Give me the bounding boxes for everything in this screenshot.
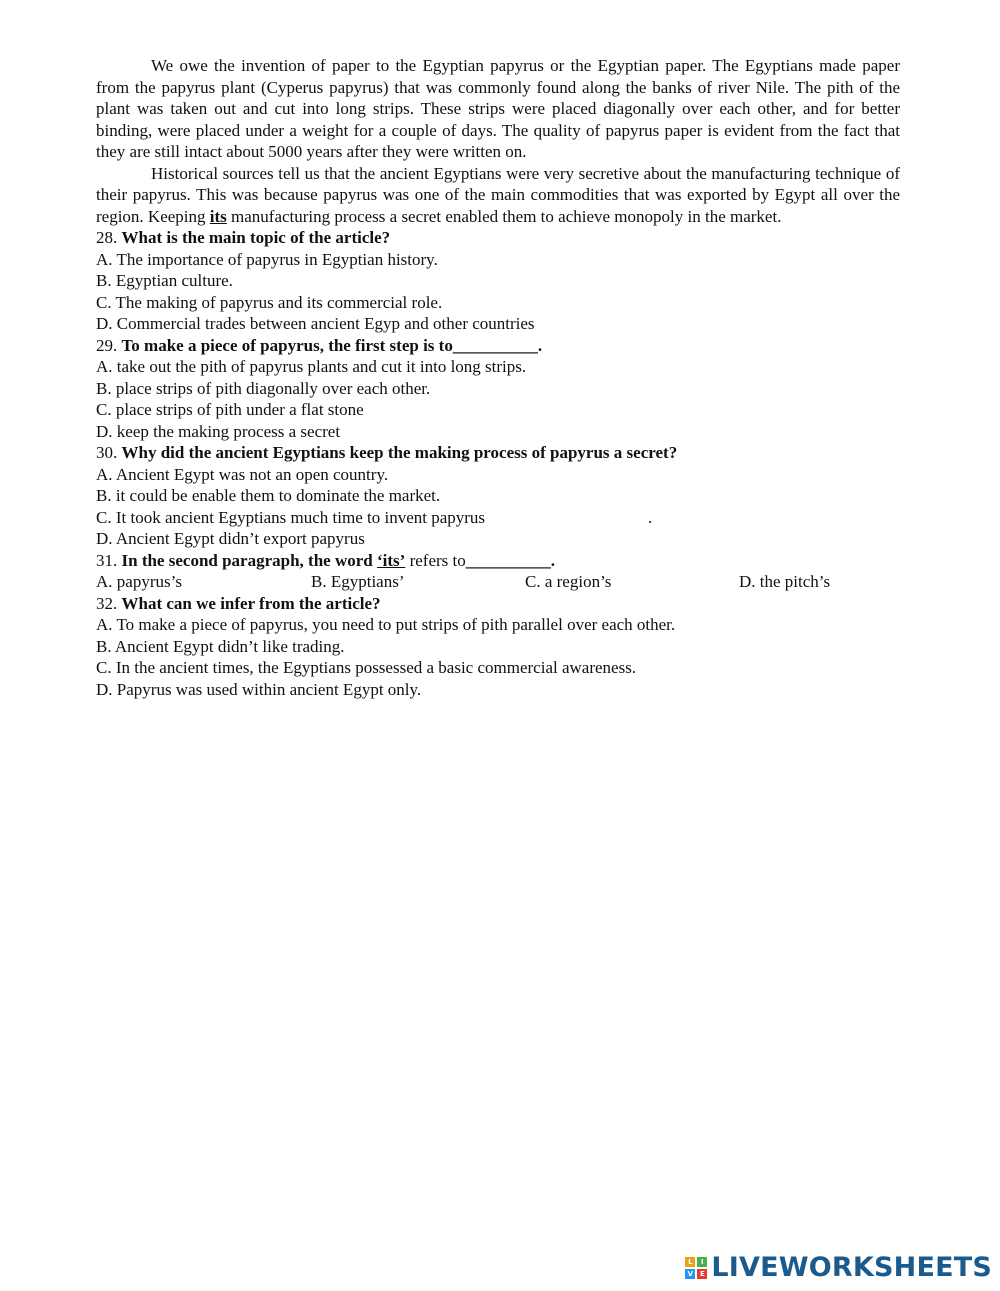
- logo-letter-v: V: [685, 1269, 695, 1279]
- passage-paragraph-2: [96, 163, 900, 228]
- q31-option-a[interactable]: A. papyrus’s: [96, 572, 182, 591]
- q30-option-c[interactable]: [96, 507, 900, 529]
- question-text: To make a piece of papyrus, the first step is to__________.: [121, 335, 543, 355]
- liveworksheets-footer: [685, 1252, 992, 1283]
- question-30: [96, 442, 900, 464]
- q29-option-b[interactable]: B. place strips of pith diagonally over each other.: [96, 378, 431, 398]
- q30-option-b[interactable]: B. it could be enable them to dominate the market.: [96, 486, 441, 505]
- worksheet-page: [96, 55, 900, 700]
- q32-option-d[interactable]: D. Papyrus was used within ancient Egypt only.: [96, 679, 422, 699]
- q32-option-c[interactable]: C. In the ancient times, the Egyptians possessed a basic commercial awareness.: [96, 658, 637, 677]
- q28-option-d[interactable]: D. Commercial trades between ancient Egyp and other countries: [96, 314, 535, 333]
- question-number: 32.: [96, 593, 122, 613]
- question-text: What can we infer from the article?: [121, 593, 381, 613]
- question-text: What is the main topic of the article?: [121, 228, 391, 247]
- passage-paragraph-1: We owe the invention of paper to the Egyptian papyrus or the Egyptian paper. The Egyptians made paper from the papyrus plant (Cyperus papyrus) that was commonly found along the banks of river Nile. The pith of the plant was taken out and cut into long strips. These strips were placed diagonally over each other, and for better binding, were placed under a weight for a couple of days. The quality of papyrus paper is evident from the fact that they are still intact about 5000 years after they were written on.: [96, 56, 900, 161]
- p2-text-after: manufacturing process a secret enabled them to achieve monopoly in the market.: [226, 206, 782, 226]
- brand-name: LIVEWORKSHEETS: [711, 1252, 992, 1283]
- liveworksheets-logo-icon: [685, 1257, 707, 1279]
- question-29: [96, 335, 900, 357]
- logo-letter-e: E: [697, 1269, 707, 1279]
- q30-option-d[interactable]: D. Ancient Egypt didn’t export papyrus: [96, 529, 365, 548]
- quoted-word-its: ‘its’: [377, 550, 406, 570]
- q29-option-a[interactable]: A. take out the pith of papyrus plants and cut it into long strips.: [96, 357, 527, 376]
- logo-letter-i: I: [697, 1257, 707, 1267]
- question-number: 30.: [96, 443, 122, 462]
- q32-option-a[interactable]: A. To make a piece of papyrus, you need to put strips of pith parallel over each other.: [96, 615, 676, 634]
- q31-options-row: [96, 571, 900, 593]
- question-28: [96, 227, 900, 249]
- q28-option-b[interactable]: B. Egyptian culture.: [96, 271, 233, 290]
- q32-option-b[interactable]: B. Ancient Egypt didn’t like trading.: [96, 636, 345, 656]
- p2-text-before: Historical sources tell us that the ancient Egyptians were very secretive about the manufacturing technique of their papyrus. This was because papyrus was one of the main commodities that was exported by Egypt all over the region. Keeping: [96, 163, 900, 226]
- question-31: [96, 550, 900, 572]
- q31-option-b[interactable]: B. Egyptians’: [311, 572, 405, 591]
- question-number: 29.: [96, 335, 122, 355]
- option-text: C. It took ancient Egyptians much time to invent papyrus: [96, 507, 486, 527]
- stray-dot: .: [648, 507, 653, 527]
- logo-letter-l: L: [685, 1257, 695, 1267]
- question-32: [96, 593, 900, 615]
- q28-option-c[interactable]: C. The making of papyrus and its commercial role.: [96, 292, 443, 312]
- q29-option-d[interactable]: D. keep the making process a secret: [96, 421, 341, 441]
- question-number: 31.: [96, 550, 122, 570]
- q31-option-d[interactable]: D. the pitch’s: [739, 572, 831, 591]
- question-text: Why did the ancient Egyptians keep the making process of papyrus a secret?: [121, 443, 678, 462]
- question-text-mid: refers to: [405, 550, 466, 570]
- q29-option-c[interactable]: C. place strips of pith under a flat stone: [96, 400, 364, 419]
- highlighted-word-its: its: [209, 206, 227, 226]
- question-number: 28.: [96, 228, 122, 247]
- q28-option-a[interactable]: A. The importance of papyrus in Egyptian history.: [96, 249, 438, 269]
- q30-option-a[interactable]: A. Ancient Egypt was not an open country.: [96, 464, 389, 484]
- q31-option-c[interactable]: C. a region’s: [525, 572, 612, 591]
- question-text: In the second paragraph, the word: [121, 550, 377, 570]
- answer-blank[interactable]: __________.: [465, 550, 555, 570]
